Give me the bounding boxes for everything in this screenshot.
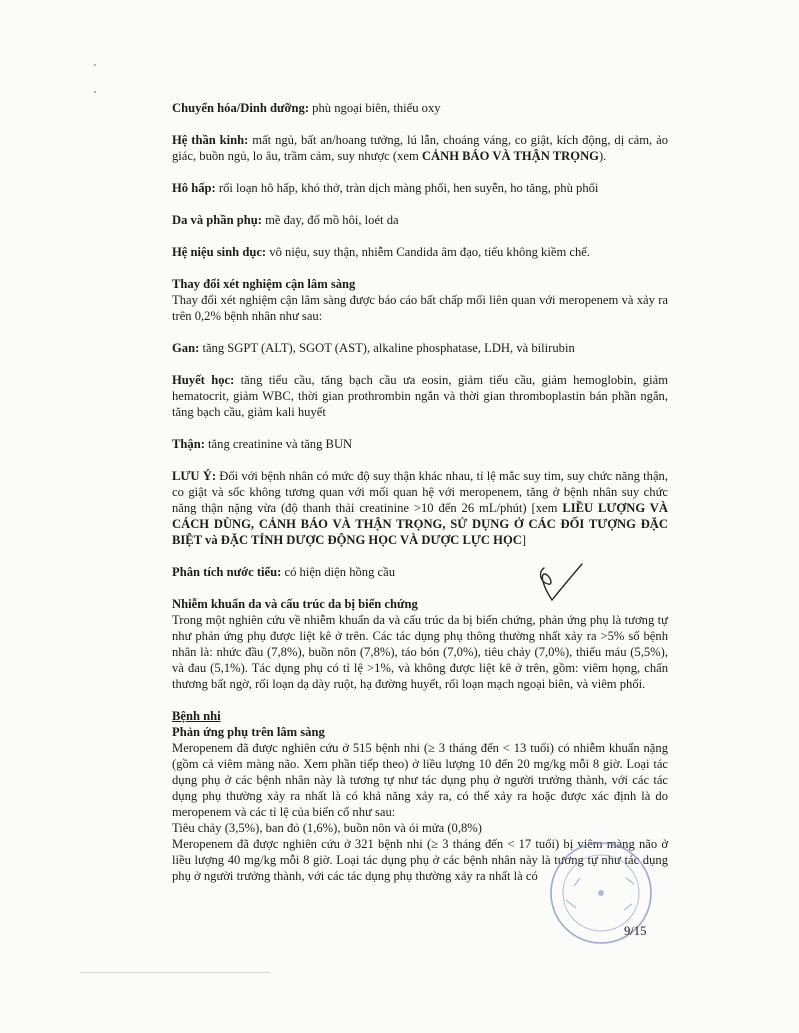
paragraph-liver: Gan: tăng SGPT (ALT), SGOT (AST), alkaline phosphatase, LDH, và bilirubin [172, 341, 575, 355]
paragraph-metabolism: Chuyển hóa/Dinh dưỡng: phù ngoại biên, thiếu oxy [172, 101, 441, 115]
pediatric-paragraph-3: Meropenem đã được nghiên cứu ở 321 bệnh nhi (≥ 3 tháng đến < 17 tuổi) bị viêm màng não ở liều lượng 40 mg/kg mỗi 8 giờ. Loại tác dụng phụ ở các bệnh nhân này là tương tự như tác dụng phụ ở người trưởng thành, với các tác dụng phụ thường xảy ra nhất là có [172, 837, 668, 883]
pediatric-subheading: Phản ứng phụ trên lâm sàng [172, 725, 325, 739]
pediatric-paragraph-1: Meropenem đã được nghiên cứu ở 515 bệnh nhi (≥ 3 tháng đến < 13 tuổi) có nhiễm khuẩn nặng (gồm cả viêm màng não. Xem phần tiếp theo) ở liều lượng 10 đến 20 mg/kg mỗi 8 giờ. Loại tác dụng phụ ở các bệnh nhân này là tương tự như tác dụng phụ ở người trưởng thành, với các tác dụng phụ thường xảy ra nhất là có khả năng xảy ra, có thể xảy ra hoặc được xác định là do meropenem và các tỉ lệ của biến cố như sau: [172, 741, 668, 819]
page-number: 9/15 [624, 924, 647, 938]
paragraph-kidney: Thận: tăng creatinine và tăng BUN [172, 437, 353, 451]
paragraph-urogenital: Hệ niệu sinh dục: vô niệu, suy thận, nhiễm Candida âm đạo, tiểu không kiềm chế. [172, 245, 591, 259]
handwritten-signature-icon [530, 560, 590, 610]
scan-speck [94, 64, 96, 66]
lab-changes-intro: Thay đổi xét nghiệm cận lâm sàng được báo cáo bất chấp mối liên quan với meropenem và xảy ra trên 0,2% bệnh nhân như sau: [172, 293, 668, 323]
pediatric-paragraph-2: Tiêu chảy (3,5%), ban đỏ (1,6%), buồn nôn và ói mửa (0,8%) [172, 821, 482, 835]
pediatric-heading: Bệnh nhi [172, 709, 221, 723]
page-content [172, 100, 668, 884]
paragraph-skin: Da và phần phụ: mề đay, đổ mồ hôi, loét da [172, 213, 399, 227]
skin-infection-text: Trong một nghiên cứu về nhiễm khuẩn da và cấu trúc da bị biến chứng, phản ứng phụ là tương tự như phản ứng phụ được liệt kê ở trên. Các tác dụng phụ thông thường nhất xảy ra >5% số bệnh nhân là: nhức đầu (7,8%), buồn nôn (7,8%), táo bón (7,0%), tiêu chảy (7,0%), thiếu máu (5,5%), và đau (5,1%). Tác dụng phụ có tỉ lệ >1%, và không được liệt kê ở trên, gồm: viêm họng, chấn thương bất ngờ, rối loạn dạ dày ruột, hạ đường huyết, rối loạn mạch ngoại biên, và viêm phổi. [172, 613, 668, 691]
paragraph-nervous-system: Hệ thần kinh: mất ngủ, bất an/hoang tưởng, lú lẫn, choáng váng, co giật, kích động, dị cảm, ảo giác, buồn ngủ, lo âu, trầm cảm, suy nhược (xem CẢNH BÁO VÀ THẬN TRỌNG). [172, 133, 668, 163]
lab-changes-heading: Thay đổi xét nghiệm cận lâm sàng [172, 277, 356, 291]
paragraph-hematology: Huyết học: tăng tiểu cầu, tăng bạch cầu ưa eosin, giảm tiểu cầu, giảm hemoglobin, giảm hematocrit, giảm WBC, thời gian prothrombin ngắn và thời gian thromboplastin bán phần ngắn, tăng bạch cầu, giảm kali huyết [172, 373, 668, 419]
paragraph-urinalysis: Phân tích nước tiểu: có hiện diện hồng cầu [172, 565, 396, 579]
bottom-divider [80, 972, 270, 973]
paragraph-respiratory: Hô hấp: rối loạn hô hấp, khó thở, tràn dịch màng phổi, hen suyễn, ho tăng, phù phổi [172, 181, 599, 195]
skin-infection-heading: Nhiễm khuẩn da và cấu trúc da bị biến chứng [172, 597, 418, 611]
scan-speck [94, 91, 96, 93]
paragraph-note: LƯU Ý: Đối với bệnh nhân có mức độ suy thận khác nhau, tỉ lệ mắc suy tim, suy chức năng thận, co giật và sốc không tương quan với mối quan hệ với meropenem, tăng ở bệnh nhân suy chức năng thận nặng vừa (độ thanh thải creatinine >10 đến 26 mL/phút) [xem LIỀU LƯỢNG VÀ CÁCH DÙNG, CẢNH BÁO VÀ THẬN TRỌNG, SỬ DỤNG Ở CÁC ĐỐI TƯỢNG ĐẶC BIỆT và ĐẶC TÍNH DƯỢC ĐỘNG HỌC VÀ DƯỢC LỰC HỌC] [172, 469, 668, 547]
